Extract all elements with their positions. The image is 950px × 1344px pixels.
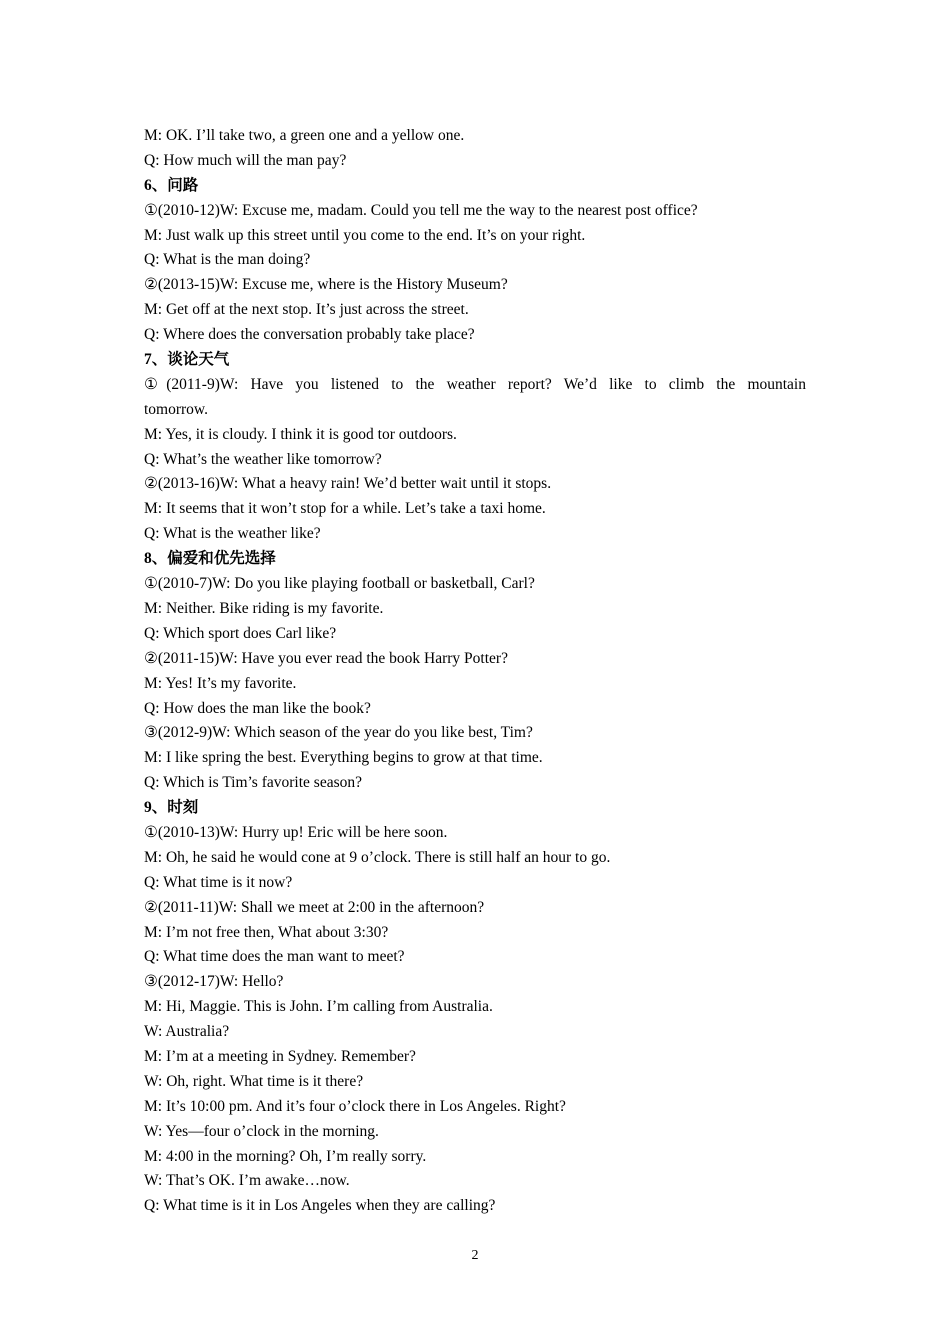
- text-line: Q: How does the man like the book?: [144, 699, 371, 717]
- text-line: tomorrow.: [144, 400, 208, 418]
- text-line: ②(2013-16)W: What a heavy rain! We’d better wait until it stops.: [144, 475, 552, 493]
- text-line: M: OK. I’ll take two, a green one and a yellow one.: [144, 127, 465, 144]
- text-line: M: Yes! It’s my favorite.: [144, 674, 297, 692]
- text-line: Q: What time does the man want to meet?: [144, 948, 405, 966]
- text-line: ①(2011-9)W: Have you listened to the weather report? We’d like to climb the mountain: [144, 375, 806, 393]
- text-line: Q: What is the weather like?: [144, 525, 321, 543]
- text-line: W: That’s OK. I’m awake…now.: [144, 1172, 350, 1190]
- document-body: [144, 124, 806, 1219]
- section-heading: 6、问路: [144, 176, 199, 194]
- text-line: ②(2011-11)W: Shall we meet at 2:00 in the afternoon?: [144, 898, 485, 916]
- text-line: M: I like spring the best. Everything begins to grow at that time.: [144, 749, 543, 767]
- text-line: Q: What time is it in Los Angeles when they are calling?: [144, 1197, 496, 1215]
- text-line: M: I’m at a meeting in Sydney. Remember?: [144, 1047, 416, 1065]
- text-line: W: Oh, right. What time is it there?: [144, 1072, 364, 1090]
- text-line: W: Yes—four o’clock in the morning.: [144, 1122, 379, 1140]
- text-line: ②(2011-15)W: Have you ever read the book Harry Potter?: [144, 649, 508, 667]
- text-line: M: Oh, he said he would cone at 9 o’clock. There is still half an hour to go.: [144, 848, 611, 866]
- text-line: W: Australia?: [144, 1023, 230, 1041]
- section-heading: 7、谈论天气: [144, 351, 230, 369]
- text-line: Q: Which sport does Carl like?: [144, 624, 337, 642]
- text-line: ③(2012-17)W: Hello?: [144, 973, 284, 991]
- text-line: M: Hi, Maggie. This is John. I’m calling from Australia.: [144, 998, 493, 1016]
- text-line: Q: What is the man doing?: [144, 251, 311, 269]
- text-line: M: Get off at the next stop. It’s just across the street.: [144, 301, 469, 319]
- text-line: ①(2010-12)W: Excuse me, madam. Could you tell me the way to the nearest post office?: [144, 201, 698, 219]
- text-line: M: It’s 10:00 pm. And it’s four o’clock there in Los Angeles. Right?: [144, 1097, 566, 1115]
- text-line: ①(2010-7)W: Do you like playing football or basketball, Carl?: [144, 575, 535, 593]
- text-line: Q: Where does the conversation probably take place?: [144, 326, 475, 344]
- text-line: M: It seems that it won’t stop for a while. Let’s take a taxi home.: [144, 500, 546, 518]
- text-line: Q: Which is Tim’s favorite season?: [144, 774, 362, 792]
- text-line: M: Neither. Bike riding is my favorite.: [144, 599, 384, 617]
- text-line: ②(2013-15)W: Excuse me, where is the History Museum?: [144, 276, 508, 294]
- text-line: Q: How much will the man pay?: [144, 151, 347, 169]
- text-line: ①(2010-13)W: Hurry up! Eric will be here soon.: [144, 823, 448, 841]
- section-heading: 8、偏爱和优先选择: [144, 550, 276, 568]
- text-line: Q: What’s the weather like tomorrow?: [144, 450, 382, 468]
- text-line: M: 4:00 in the morning? Oh, I’m really sorry.: [144, 1147, 427, 1165]
- section-heading: 9、时刻: [144, 799, 199, 817]
- text-line: M: I’m not free then, What about 3:30?: [144, 923, 389, 941]
- text-line: Q: What time is it now?: [144, 873, 293, 891]
- text-line: ③(2012-9)W: Which season of the year do you like best, Tim?: [144, 724, 533, 742]
- page-number: 2: [471, 1248, 479, 1263]
- text-line: M: Just walk up this street until you come to the end. It’s on your right.: [144, 226, 586, 244]
- text-line: M: Yes, it is cloudy. I think it is good tor outdoors.: [144, 425, 457, 443]
